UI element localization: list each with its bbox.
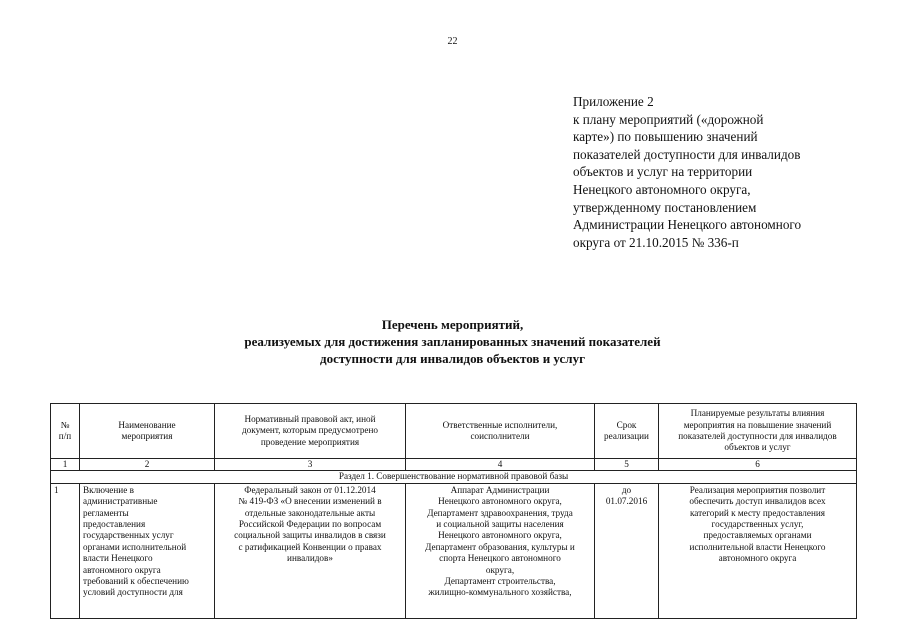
header-line: мероприятия xyxy=(121,431,173,441)
header-line: проведение мероприятия xyxy=(260,436,360,447)
cell-line: инвалидов» xyxy=(287,553,333,564)
column-number: 2 xyxy=(80,459,215,471)
header-line: Планируемые результаты влияния xyxy=(690,408,825,419)
appendix-note xyxy=(573,93,883,251)
cell-line: требований к обеспечению xyxy=(83,576,189,587)
column-number-row xyxy=(51,459,857,471)
term-cell xyxy=(595,483,659,618)
legal-act-cell xyxy=(215,483,406,618)
executors-cell xyxy=(406,483,595,618)
column-number: 5 xyxy=(595,459,659,471)
cell-line: отдельные законодательные акты xyxy=(244,507,376,518)
appendix-line: утвержденному постановлением xyxy=(573,199,757,215)
appendix-line: округа от 21.10.2015 № 336-п xyxy=(573,234,739,250)
appendix-line: к плану мероприятий («дорожной xyxy=(573,111,764,127)
cell-line: автономного округа xyxy=(83,564,161,575)
header-term xyxy=(595,404,659,459)
header-legal-act xyxy=(215,404,406,459)
table-header-row xyxy=(51,404,857,459)
section-title: Раздел 1. Совершенствование нормативной правовой базы xyxy=(51,471,857,483)
header-line: Нормативный правовой акт, иной xyxy=(244,413,376,424)
header-results xyxy=(659,404,857,459)
header-line: соисполнители xyxy=(470,431,530,441)
column-number: 4 xyxy=(406,459,595,471)
cell-line: Ненецкого автономного округа, xyxy=(438,530,562,541)
cell-line: до xyxy=(621,484,632,495)
cell-line: регламенты xyxy=(83,507,129,518)
cell-line: исполнительной власти Ненецкого xyxy=(689,541,826,552)
section-row xyxy=(51,471,857,483)
header-line: документ, которым предусмотрено xyxy=(241,425,379,436)
cell-line: Департамент образования, культуры и xyxy=(425,541,575,552)
title-line: доступности для инвалидов объектов и услуг xyxy=(320,351,585,366)
cell-line: Ненецкого автономного округа, xyxy=(438,496,562,507)
cell-line: Реализация мероприятия позволит xyxy=(689,484,826,495)
cell-line: обеспечить доступ инвалидов всех xyxy=(689,496,826,507)
cell-line: Федеральный закон от 01.12.2014 xyxy=(244,484,376,495)
cell-line: Включение в xyxy=(83,484,134,495)
header-line: п/п xyxy=(58,431,72,441)
cell-line: условий доступности для xyxy=(83,587,183,598)
column-number: 6 xyxy=(659,459,857,471)
measures-table xyxy=(50,403,857,619)
header-executors xyxy=(406,404,595,459)
cell-line: округа, xyxy=(485,564,515,575)
appendix-line: объектов и услуг на территории xyxy=(573,164,753,180)
document-title xyxy=(150,316,755,367)
cell-line: автономного округа xyxy=(718,553,797,564)
table-row xyxy=(51,483,857,618)
appendix-line: Приложение 2 xyxy=(573,94,654,109)
cell-line: 01.07.2016 xyxy=(605,496,648,507)
page-number: 22 xyxy=(447,36,458,47)
header-line: показателей доступности для инвалидов xyxy=(678,431,837,441)
cell-line: № 419-ФЗ «О внесении изменений в xyxy=(238,496,382,507)
header-line: объектов и услуг xyxy=(724,442,791,453)
column-number: 1 xyxy=(51,459,80,471)
cell-line: Департамент строительства, xyxy=(444,576,556,587)
header-line: № xyxy=(60,419,70,430)
cell-line: государственных услуг, xyxy=(711,519,804,530)
header-name xyxy=(80,404,215,459)
cell-line: государственных услуг xyxy=(83,530,174,541)
appendix-line: карте») по повышению значений xyxy=(573,129,758,145)
cell-line: жилищно-коммунального хозяйства, xyxy=(428,587,572,598)
header-line: мероприятия на повышение значений xyxy=(683,419,832,430)
cell-line: с ратификацией Конвенции о правах xyxy=(238,541,382,552)
row-number: 1 xyxy=(51,483,80,618)
header-line: Ответственные исполнители, xyxy=(442,419,558,430)
title-line: реализуемых для достижения запланированных значений показателей xyxy=(244,334,661,349)
cell-line: категорий к месту предоставления xyxy=(689,507,826,518)
cell-line: спорта Ненецкого автономного xyxy=(439,553,561,564)
header-number xyxy=(51,404,80,459)
cell-line: Российской Федерации по вопросам xyxy=(238,519,382,530)
appendix-line: Ненецкого автономного округа, xyxy=(573,181,751,197)
cell-line: власти Ненецкого xyxy=(83,553,153,564)
cell-line: Департамент здравоохранения, труда xyxy=(427,507,573,518)
cell-line: органами исполнительной xyxy=(83,541,187,552)
header-line: реализации xyxy=(604,431,649,441)
cell-line: предоставления xyxy=(83,519,146,530)
cell-line: предоставляемых органами xyxy=(703,530,812,541)
title-line: Перечень мероприятий, xyxy=(381,317,524,332)
cell-line: административные xyxy=(83,496,158,507)
cell-line: Аппарат Администрации xyxy=(450,484,550,495)
header-line: Наименование xyxy=(118,419,176,430)
column-number: 3 xyxy=(215,459,406,471)
cell-line: социальной защиты инвалидов в связи xyxy=(234,530,386,541)
appendix-line: показателей доступности для инвалидов xyxy=(573,146,801,162)
results-cell xyxy=(659,483,857,618)
header-line: Срок xyxy=(616,419,637,430)
measure-name-cell xyxy=(80,483,215,618)
appendix-line: Администрации Ненецкого автономного xyxy=(573,217,802,233)
cell-line: и социальной защиты населения xyxy=(436,519,564,530)
